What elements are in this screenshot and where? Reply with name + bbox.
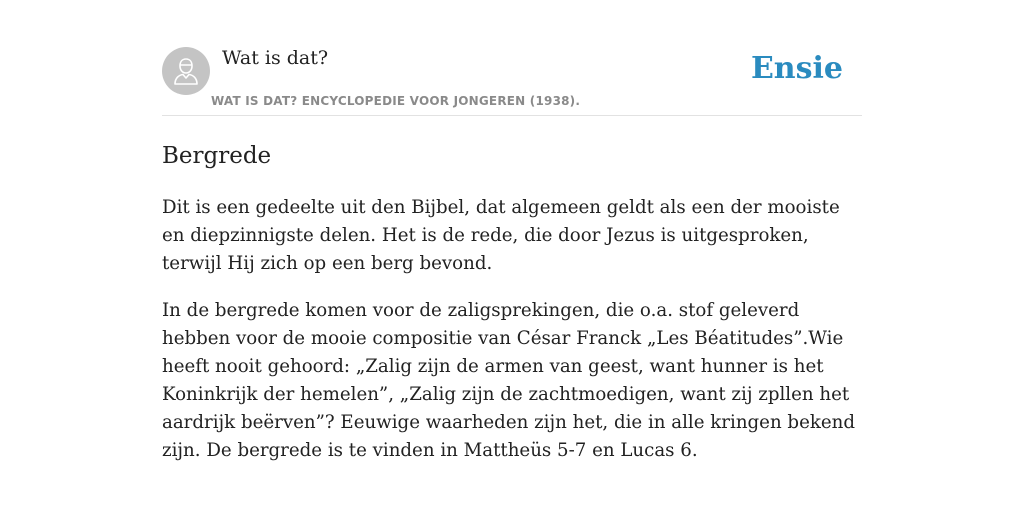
entry-paragraph: Dit is een gedeelte uit den Bijbel, dat algemeen geldt als een der mooiste en diepzinnigste delen. Het is de rede, die door Jezus is uitgesproken, terwijl Hij zich op een berg bevond. xyxy=(162,197,840,274)
entry-paragraph: In de bergrede komen voor de zaligsprekingen, die o.a. stof geleverd hebben voor de mooie compositie van César Franck „Les Béatitudes”.Wie heeft nooit gehoord: „Zalig zijn de armen van geest, want hunner is het Koninkrijk der hemelen”, „Zalig zijn de zachtmoedigen, want zij zpllen het aardrijk beërven”? Eeuwige waarheden zijn het, die in alle kringen bekend zijn. De bergrede is te vinden in Mattheüs 5-7 en Lucas 6. xyxy=(162,300,855,461)
entry-card xyxy=(162,40,862,484)
source-subtitle[interactable]: WAT IS DAT? ENCYCLOPEDIE VOOR JONGEREN (1938). xyxy=(211,94,581,108)
entry-title: Bergrede xyxy=(162,143,272,169)
user-icon xyxy=(173,57,199,85)
brand-logo[interactable]: Ensie xyxy=(750,51,843,86)
source-title[interactable]: Wat is dat? xyxy=(222,47,329,69)
entry-body xyxy=(162,194,862,465)
avatar[interactable] xyxy=(162,47,210,95)
source-header xyxy=(162,40,862,116)
